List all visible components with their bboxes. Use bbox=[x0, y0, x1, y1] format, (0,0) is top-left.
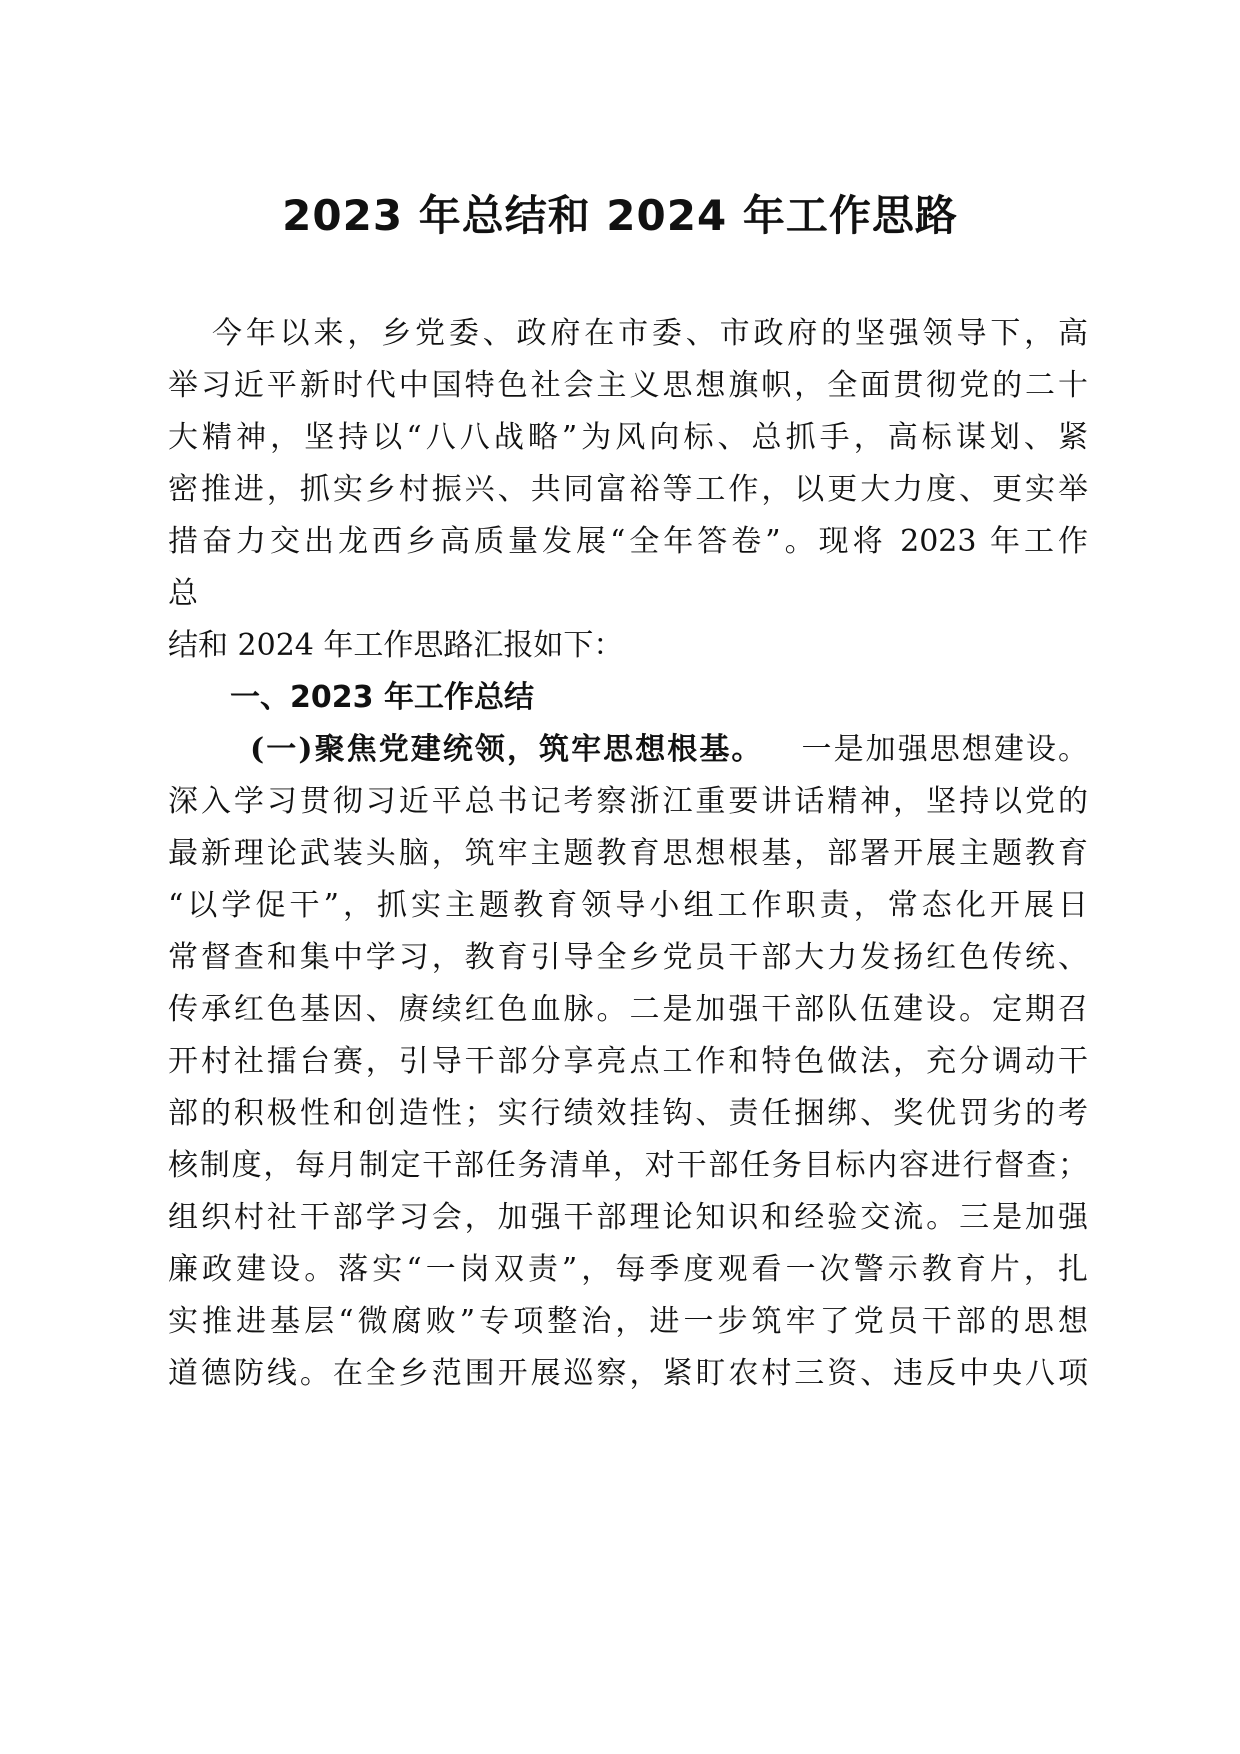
subsection-heading: (一)聚焦党建统领，筑牢思想根基。 bbox=[250, 732, 764, 767]
body-line: 常督查和集中学习，教育引导全乡党员干部大力发扬红色传统、 bbox=[168, 940, 1088, 975]
intro-line: 今年以来，乡党委、政府在市委、市政府的坚强领导下，高 bbox=[212, 316, 1088, 351]
intro-line: 结和 2024 年工作思路汇报如下： bbox=[168, 628, 624, 663]
intro-line: 总 bbox=[168, 576, 198, 611]
document-title: 2023 年总结和 2024 年工作思路 bbox=[282, 191, 958, 240]
body-line: 道德防线。在全乡范围开展巡察，紧盯农村三资、违反中央八项 bbox=[168, 1356, 1088, 1391]
subsection-first-line bbox=[250, 730, 1088, 770]
body-line: “以学促干”，抓实主题教育领导小组工作职责，常态化开展日 bbox=[168, 888, 1088, 923]
body-line: 传承红色基因、赓续红色血脉。二是加强干部队伍建设。定期召 bbox=[168, 992, 1088, 1027]
body-line: 实推进基层“微腐败”专项整治，进一步筑牢了党员干部的思想 bbox=[168, 1304, 1088, 1339]
intro-line: 大精神，坚持以“八八战略”为风向标、总抓手，高标谋划、紧 bbox=[168, 420, 1088, 455]
body-line: 开村社擂台赛，引导干部分享亮点工作和特色做法，充分调动干 bbox=[168, 1044, 1088, 1079]
section-heading: 一、2023 年工作总结 bbox=[230, 680, 534, 715]
intro-line: 密推进，抓实乡村振兴、共同富裕等工作，以更大力度、更实举 bbox=[168, 472, 1088, 507]
body-line: 最新理论武装头脑，筑牢主题教育思想根基，部署开展主题教育 bbox=[168, 836, 1088, 871]
subsection-first-text: 一是加强思想建设。 bbox=[799, 732, 1089, 767]
body-line: 核制度，每月制定干部任务清单，对干部任务目标内容进行督查； bbox=[168, 1148, 1088, 1183]
intro-line: 措奋力交出龙西乡高质量发展“全年答卷”。现将 2023 年工作 bbox=[168, 524, 1088, 559]
body-line: 廉政建设。落实“一岗双责”，每季度观看一次警示教育片，扎 bbox=[168, 1252, 1088, 1287]
body-line: 组织村社干部学习会，加强干部理论知识和经验交流。三是加强 bbox=[168, 1200, 1088, 1235]
body-line: 部的积极性和创造性；实行绩效挂钩、责任捆绑、奖优罚劣的考 bbox=[168, 1096, 1088, 1131]
intro-line: 举习近平新时代中国特色社会主义思想旗帜，全面贯彻党的二十 bbox=[168, 368, 1088, 403]
body-line: 深入学习贯彻习近平总书记考察浙江重要讲话精神，坚持以党的 bbox=[168, 784, 1088, 819]
